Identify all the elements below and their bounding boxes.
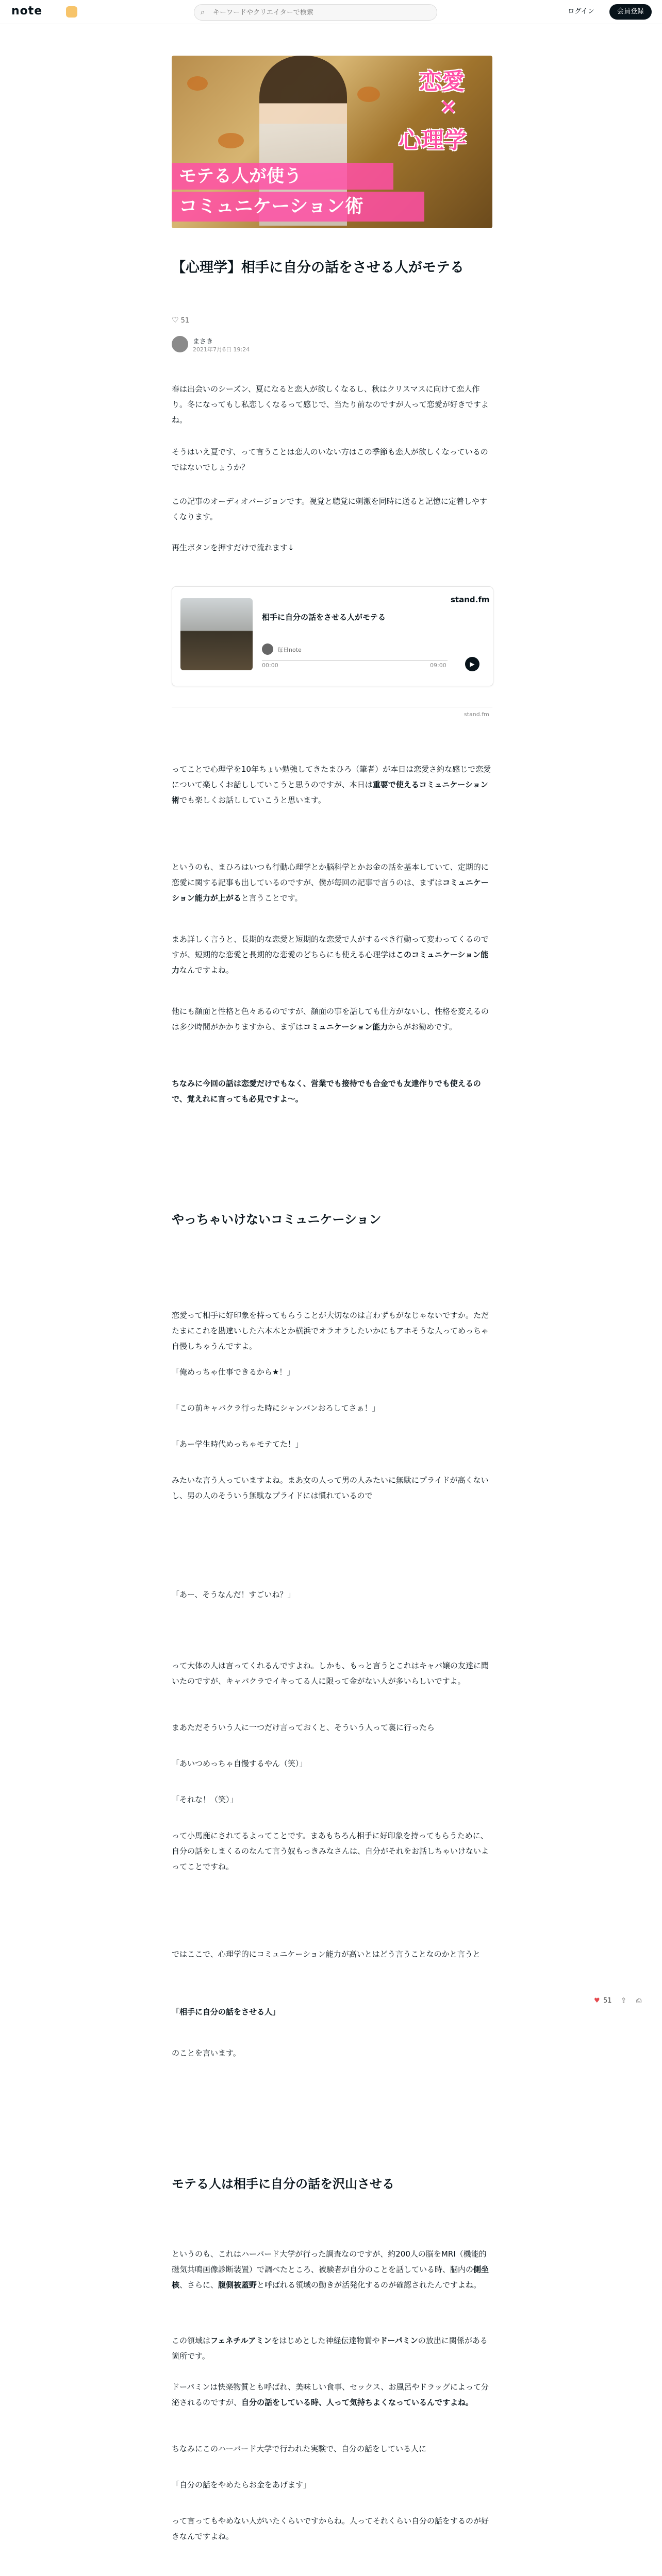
search-input[interactable]: [212, 7, 431, 18]
festival-badge-icon: [66, 6, 77, 18]
paragraph: この記事のオーディオバージョンです。視覚と聴覚に刺激を同時に送ると記憶に定着しやすくなります。: [172, 497, 487, 521]
embed-title[interactable]: 相手に自分の話をさせる人がモテる: [262, 613, 386, 622]
hero-image: [172, 56, 492, 228]
paragraph: って小馬鹿にされてるよってことです。まあもちろん相手に好印象を持ってもらうために、自分の話をしまくるのなんて言う奴もっきみなさんは、自分がそれをお話しちゃいけないよってことですね。: [172, 1831, 489, 1871]
paragraph: 「あいつめっちゃ自慢するやん（笑）」: [172, 1759, 307, 1768]
publish-date: 2021年7月6日 19:24: [193, 346, 250, 353]
time-elapsed: 00:00: [262, 662, 278, 669]
paragraph-bold: 「相手に自分の話をさせる人」: [172, 2007, 280, 2016]
paragraph: 「あー学生時代めっちゃモテてた！」: [172, 1439, 303, 1449]
paragraph: みたいな言う人っていますよね。まあ女の人って男の人みたいに無駄にプライドが高くないし、男の人のそういう無駄なプライドには慣れているので: [172, 1476, 489, 1500]
channel-avatar: [262, 643, 273, 655]
signup-button[interactable]: 会員登録: [609, 4, 652, 20]
standfm-logo: stand.fm: [451, 595, 490, 604]
search-icon: ⌕: [201, 7, 205, 16]
like-count-value: 51: [180, 317, 190, 325]
side-action-bar: [594, 1997, 656, 2009]
paragraph: ではここで、心理学的にコミュニケーション能力が高いとはどう言うことなのかと言うと: [172, 1950, 481, 1959]
site-header: [0, 0, 662, 24]
hero-band-popular: モテる人が使う: [172, 163, 393, 190]
section-heading: やっちゃいけないコミュニケーション: [172, 1212, 382, 1227]
bookmark-icon[interactable]: ⎙: [636, 1997, 642, 2005]
hero-psychology-text: 心理学: [399, 127, 467, 154]
paragraph: この領域はフェネチルアミンをはじめとした神経伝達物質やドーパミンの放出に関係がある箇所です。: [172, 2336, 488, 2361]
heart-icon[interactable]: ♥: [594, 1997, 600, 2005]
paragraph: って言ってもやめない人がいたくらいですからね。人ってそれくらい自分の話をするのが好きなんですよね。: [172, 2516, 489, 2541]
share-icon[interactable]: ⇪: [621, 1997, 626, 2005]
hero-love-text: 恋愛: [419, 69, 465, 95]
paragraph: 「この前キャバクラ行った時にシャンパンおろしてさぁ！」: [172, 1403, 380, 1413]
paragraph: ってことで心理学を10年ちょい勉強してきたまひろ（筆者）が本日は恋愛さ約な感じで恋愛について楽しくお話ししていこうと思うのですが、本日は重要で使えるコミュニケーション術でも楽しくお話ししていこうと思います。: [172, 765, 491, 805]
embed-thumbnail: [180, 598, 253, 670]
paragraph: のことを言います。: [172, 2048, 241, 2058]
paragraph: 他にも顔面と性格と色々あるのですが、顔面の事を話しても仕方がないし、性格を変えるのは多少時間がかかりますから、まずはコミュニケーション能力からがお勧めです。: [172, 1007, 489, 1031]
time-total: 09:00: [430, 662, 446, 669]
paragraph: そうはいえ夏です、って言うことは恋人のいない方はこの季節も恋人が欲しくなっているのではないでしょうか？: [172, 447, 488, 472]
leaf-decoration: [218, 133, 244, 148]
play-icon[interactable]: ▶: [465, 657, 479, 671]
avatar[interactable]: [172, 336, 188, 352]
note-logo[interactable]: note: [11, 5, 43, 18]
side-like-count: 51: [603, 1997, 612, 2005]
hero-x-text: ×: [440, 95, 457, 118]
login-button[interactable]: ログイン: [568, 8, 594, 15]
author-name[interactable]: まさき: [193, 338, 213, 346]
leaf-decoration: [187, 76, 208, 91]
paragraph: 「それな！（笑）」: [172, 1795, 238, 1804]
embed-source[interactable]: stand.fm: [464, 711, 489, 718]
audio-embed[interactable]: [172, 586, 493, 686]
paragraph: というのも、まひろはいつも行動心理学とか脳科学とかお金の話を基本していて、定期的に恋愛に関する記事も出しているのですが、僕が毎回の記事で言うのは、まずはコミュニケーション能力が上がると言うことです。: [172, 862, 489, 903]
channel-name: 毎日note: [277, 647, 302, 653]
paragraph: 春は出会いのシーズン、夏になると恋人が欲しくなるし、秋はクリスマスに向けて恋人作り。冬になってもし私恋しくなるって感じで、当たり前なのですが人って恋愛が好きですよね。: [172, 384, 489, 425]
paragraph: って大体の人は言ってくれるんですよね。しかも、もっと言うとこれはキャバ嬢の友達に聞いたのですが、キャバクラでイキってる人に限って金がない人が多いらしいですよ。: [172, 1661, 489, 1686]
paragraph: ちなみにこのハーバード大学で行われた実験で、自分の話をしている人に: [172, 2444, 426, 2453]
paragraph: 恋愛って相手に好印象を持ってもらうことが大切なのは言わずもがなじゃないですか。ただたまにこれを勘違いした六本木とか横浜でオラオラしたいかにもアホそうな人ってめっちゃ自慢しちゃうんですよ。: [172, 1311, 489, 1351]
paragraph: 「俺めっちゃ仕事できるから★！」: [172, 1367, 295, 1377]
section-heading: モテる人は相手に自分の話を沢山させる: [172, 2177, 394, 2191]
paragraph: 再生ボタンを押すだけで流れます↓: [172, 543, 294, 552]
article-title: 【心理学】相手に自分の話をさせる人がモテる: [172, 260, 464, 276]
paragraph: 「自分の話をやめたらお金をあげます」: [172, 2480, 311, 2489]
search-bar[interactable]: [194, 4, 437, 21]
paragraph: ドーパミンは快楽物質とも呼ばれ、美味しい食事、セックス、お風呂やドラッグによって分泌されるのですが、自分の話をしている時、人って気持ちよくなっているんですよね。: [172, 2382, 489, 2407]
heart-icon[interactable]: ♡: [172, 315, 179, 325]
hero-band-communication: コミュニケーション術: [172, 192, 424, 222]
paragraph: まあ詳しく言うと、長期的な恋愛と短期的な恋愛で人がするべき行動って変わってくるのですが、短期的な恋愛と長期的な恋愛のどちらにも使える心理学はこのコミュニケーション能力なんですよね。: [172, 935, 489, 975]
leaf-decoration: [357, 87, 380, 102]
paragraph: まあただそういう人に一つだけ言っておくと、そういう人って裏に行ったら: [172, 1723, 435, 1732]
paragraph: というのも、これはハーバード大学が行った調査なのですが、約200人の脳をMRI（機能的磁気共鳴画像診断装置）で調べたところ、被験者が自分のことを話している時、脳内の側坐核、さらに、腹側被蓋野と呼ばれる領域の動きが活発化するのが確認されたんですよね。: [172, 2249, 489, 2290]
audio-progress-bar[interactable]: [262, 660, 448, 661]
like-count[interactable]: [172, 315, 189, 327]
paragraph-bold: ちなみに今回の話は恋愛だけでもなく、営業でも接待でも合金でも友達作りでも使えるので、覚えれに言っても必見ですよ〜。: [172, 1079, 481, 1104]
paragraph: 「あー、そうなんだ！すごいね？」: [172, 1590, 295, 1599]
